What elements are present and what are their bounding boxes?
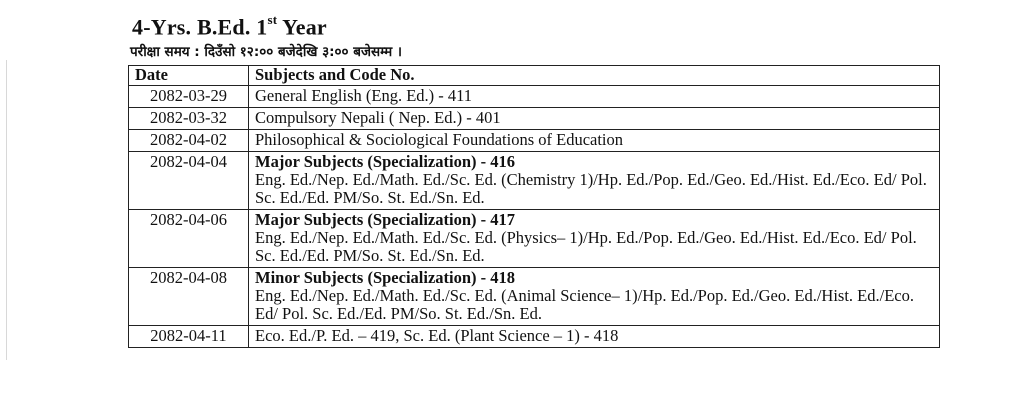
page-title: [132, 14, 327, 40]
table-row: [129, 130, 940, 152]
exam-schedule-table: [128, 65, 940, 348]
subject-detail: Eng. Ed./Nep. Ed./Math. Ed./Sc. Ed. (Physics– 1)/Hp. Ed./Pop. Ed./Geo. Ed./Hist. Ed./Eco. Ed/ Pol. Sc. Ed./Ed. PM/So. St. Ed./Sn. Ed.: [255, 228, 917, 265]
header-subjects: Subjects and Code No.: [249, 66, 940, 86]
row-subject: [249, 108, 940, 130]
table-row: [129, 86, 940, 108]
table-row: [129, 268, 940, 326]
subject-detail: Philosophical & Sociological Foundations of Education: [255, 130, 624, 149]
row-date: 2082-04-02: [129, 130, 249, 152]
row-subject: [249, 130, 940, 152]
row-date: 2082-04-11: [129, 326, 249, 348]
title-tail: Year: [277, 14, 327, 40]
row-subject: [249, 86, 940, 108]
subject-detail: Eng. Ed./Nep. Ed./Math. Ed./Sc. Ed. (Animal Science– 1)/Hp. Ed./Pop. Ed./Geo. Ed./Hist. Ed./Eco. Ed/ Pol. Sc. Ed./Ed. PM/So. St. Ed./Sn. Ed.: [255, 286, 914, 323]
title-main: 4-Yrs. B.Ed. 1: [132, 14, 268, 40]
row-date: 2082-04-06: [129, 210, 249, 268]
row-subject: [249, 268, 940, 326]
row-subject: [249, 152, 940, 210]
row-subject: [249, 210, 940, 268]
subject-title: Minor Subjects (Specialization) - 418: [255, 268, 516, 287]
subject-detail: General English (Eng. Ed.) - 411: [255, 86, 473, 105]
title-superscript: st: [267, 12, 278, 27]
subject-detail: Eco. Ed./P. Ed. – 419, Sc. Ed. (Plant Science – 1) - 418: [255, 326, 619, 345]
row-subject: [249, 326, 940, 348]
subject-title: Major Subjects (Specialization) - 417: [255, 210, 515, 229]
table-row: [129, 108, 940, 130]
row-date: 2082-04-04: [129, 152, 249, 210]
row-date: 2082-03-29: [129, 86, 249, 108]
row-date: 2082-03-32: [129, 108, 249, 130]
table-row: [129, 326, 940, 348]
exam-time-note: परीक्षा समय : दिउँसो १२:०० बजेदेखि ३:०० बजेसम्म ।: [130, 44, 403, 60]
scan-edge-line: [6, 60, 7, 360]
table-row: [129, 152, 940, 210]
row-date: 2082-04-08: [129, 268, 249, 326]
header-date: Date: [129, 66, 249, 86]
table-row: [129, 210, 940, 268]
table-header-row: [129, 66, 940, 86]
subject-title: Major Subjects (Specialization) - 416: [255, 152, 515, 171]
subject-detail: Eng. Ed./Nep. Ed./Math. Ed./Sc. Ed. (Chemistry 1)/Hp. Ed./Pop. Ed./Geo. Ed./Hist. Ed./Eco. Ed/ Pol. Sc. Ed./Ed. PM/So. St. Ed./Sn. Ed.: [255, 170, 927, 207]
subject-detail: Compulsory Nepali ( Nep. Ed.) - 401: [255, 108, 501, 127]
